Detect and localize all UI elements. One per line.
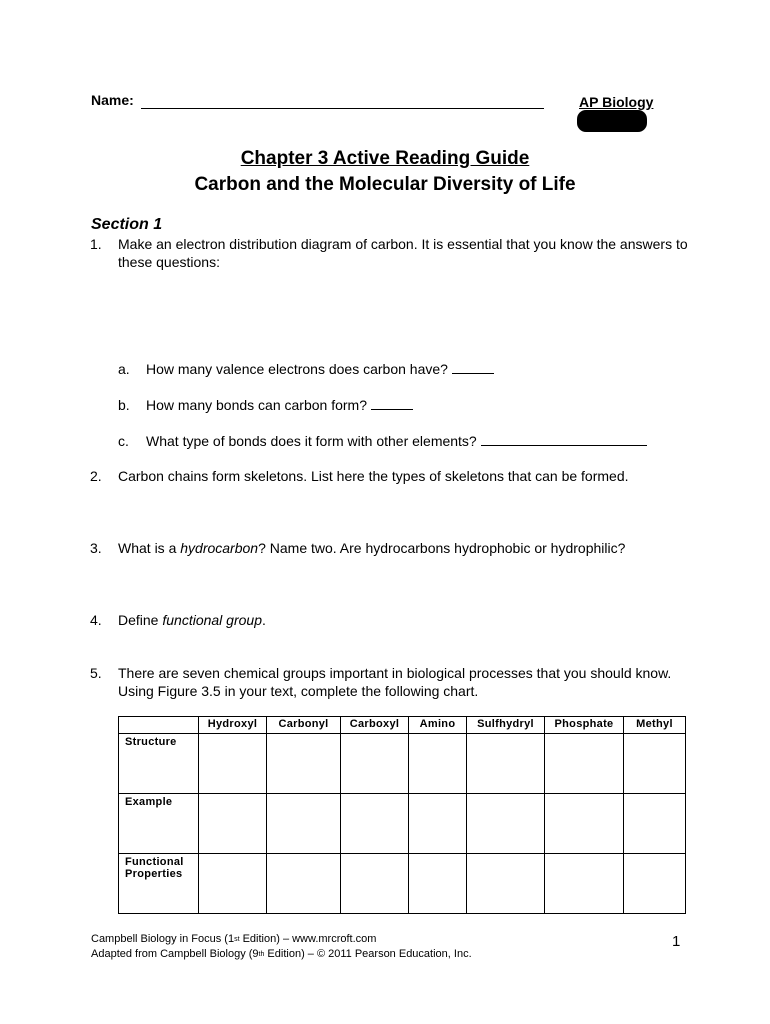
page-number: 1 bbox=[672, 933, 681, 950]
subquestion-b bbox=[118, 396, 413, 414]
question-number: 2. bbox=[90, 468, 102, 484]
table-cell[interactable] bbox=[409, 794, 467, 854]
question-text-pre: What is a bbox=[118, 540, 181, 556]
question-text-post: . bbox=[262, 612, 266, 628]
page-footer bbox=[91, 932, 472, 962]
table-cell[interactable] bbox=[199, 854, 267, 914]
name-label: Name: bbox=[91, 92, 134, 108]
table-cell[interactable] bbox=[267, 734, 341, 794]
footer-line-1 bbox=[91, 932, 472, 947]
footer-text: Edition) – www.mrcroft.com bbox=[239, 933, 377, 945]
column-header-carbonyl: Carbonyl bbox=[267, 717, 341, 734]
question-number: 3. bbox=[90, 540, 102, 556]
subquestion-text: How many bonds can carbon form? bbox=[146, 397, 367, 413]
table-cell[interactable] bbox=[467, 854, 545, 914]
table-corner-cell bbox=[119, 717, 199, 734]
table-cell[interactable] bbox=[409, 734, 467, 794]
footer-text: Edition) – © 2011 Pearson Education, Inc. bbox=[264, 948, 472, 960]
question-number: 5. bbox=[90, 665, 102, 681]
footer-superscript: st bbox=[234, 936, 240, 943]
footer-superscript: th bbox=[258, 951, 265, 958]
row-label-functional-properties bbox=[119, 854, 199, 914]
course-label: AP Biology bbox=[579, 94, 654, 110]
footer-line-2 bbox=[91, 947, 472, 962]
table-cell[interactable] bbox=[545, 794, 624, 854]
answer-blank[interactable] bbox=[481, 433, 647, 446]
term-functional-group: functional group bbox=[162, 612, 262, 628]
table-cell[interactable] bbox=[199, 794, 267, 854]
table-cell[interactable] bbox=[624, 734, 686, 794]
answer-blank[interactable] bbox=[371, 397, 413, 410]
table-cell[interactable] bbox=[624, 794, 686, 854]
column-header-hydroxyl: Hydroxyl bbox=[199, 717, 267, 734]
footer-text: Adapted from Campbell Biology (9 bbox=[91, 948, 259, 960]
table-cell[interactable] bbox=[341, 854, 409, 914]
table-cell[interactable] bbox=[545, 734, 624, 794]
question-text: Make an electron distribution diagram of carbon. It is essential that you know the answers to these questions: bbox=[118, 236, 688, 270]
table-cell[interactable] bbox=[267, 854, 341, 914]
functional-groups-table bbox=[118, 716, 686, 914]
table-cell[interactable] bbox=[341, 734, 409, 794]
row-label-line-1: Functional bbox=[125, 856, 184, 868]
redaction-mark bbox=[577, 110, 647, 132]
table-cell[interactable] bbox=[545, 854, 624, 914]
table-cell[interactable] bbox=[409, 854, 467, 914]
subquestion-letter: a. bbox=[118, 361, 130, 377]
table-cell[interactable] bbox=[267, 794, 341, 854]
subquestion-a bbox=[118, 360, 494, 378]
table-cell[interactable] bbox=[199, 734, 267, 794]
question-text bbox=[118, 539, 688, 557]
answer-blank[interactable] bbox=[452, 361, 494, 374]
question-text-pre: Define bbox=[118, 612, 163, 628]
document-title bbox=[0, 148, 770, 170]
question-text-post: ? Name two. Are hydrocarbons hydrophobic or hydrophilic? bbox=[258, 540, 626, 556]
column-header-methyl: Methyl bbox=[624, 717, 686, 734]
subquestion-c bbox=[118, 432, 647, 450]
table-row bbox=[119, 854, 686, 914]
table-cell[interactable] bbox=[467, 794, 545, 854]
table-row bbox=[119, 734, 686, 794]
question-number: 1. bbox=[90, 236, 102, 252]
table-row bbox=[119, 794, 686, 854]
row-label-example: Example bbox=[119, 794, 199, 854]
row-label-line-2: Properties bbox=[125, 868, 183, 880]
subquestion-text: What type of bonds does it form with other elements? bbox=[146, 433, 477, 449]
column-header-amino: Amino bbox=[409, 717, 467, 734]
subquestion-text: How many valence electrons does carbon have? bbox=[146, 361, 448, 377]
column-header-phosphate: Phosphate bbox=[545, 717, 624, 734]
column-header-sulfhydryl: Sulfhydryl bbox=[467, 717, 545, 734]
subquestion-letter: c. bbox=[118, 433, 129, 449]
footer-text: Campbell Biology in Focus (1 bbox=[91, 933, 235, 945]
column-header-carboxyl: Carboxyl bbox=[341, 717, 409, 734]
table-cell[interactable] bbox=[467, 734, 545, 794]
table-cell[interactable] bbox=[341, 794, 409, 854]
title-line-1: Chapter 3 Active Reading Guide bbox=[240, 148, 530, 169]
row-label-structure: Structure bbox=[119, 734, 199, 794]
table-header-row bbox=[119, 717, 686, 734]
term-hydrocarbon: hydrocarbon bbox=[180, 540, 259, 556]
name-field[interactable] bbox=[141, 108, 544, 109]
question-number: 4. bbox=[90, 612, 102, 628]
subquestion-letter: b. bbox=[118, 397, 130, 413]
question-text bbox=[118, 611, 688, 629]
document-subtitle: Carbon and the Molecular Diversity of Life bbox=[194, 174, 576, 195]
question-text: There are seven chemical groups important in biological processes that you should know. Using Figure 3.5 in your text, complete the following chart. bbox=[118, 665, 672, 699]
question-text: Carbon chains form skeletons. List here the types of skeletons that can be formed. bbox=[118, 468, 629, 484]
section-heading: Section 1 bbox=[91, 216, 163, 233]
table-cell[interactable] bbox=[624, 854, 686, 914]
